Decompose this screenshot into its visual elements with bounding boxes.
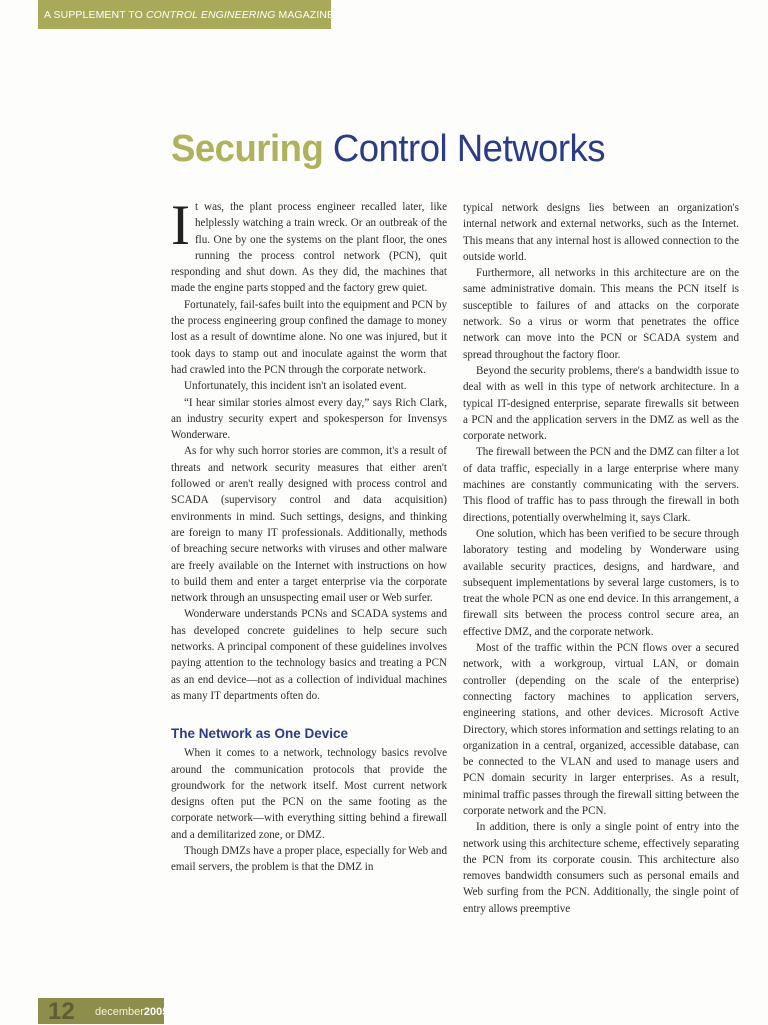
- paragraph: One solution, which has been verified to be secure through laboratory testing and modeling by Wonderware using available security practices, designs, and hardware, and subsequent implementations by several large customers, is to treat the whole PCN as one end device. In this arrangement, a firewall sits between the process control secure area, an effective DMZ, and the corporate network.: [463, 527, 739, 638]
- paragraph: Though DMZs have a proper place, especially for Web and email servers, the problem is that the DMZ in: [171, 844, 447, 874]
- left-column: [171, 194, 447, 876]
- paragraph: Furthermore, all networks in this architecture are on the same administrative domain. This means the PCN itself is susceptible to failures of and attacks on the corporate network. So a virus or worm that penetrates the office network can move into the PCN or SCADA system and spread throughout the factory floor.: [463, 267, 739, 361]
- right-column: [463, 200, 739, 917]
- issue-date: [95, 1004, 168, 1020]
- paragraph: “I hear similar stories almost every day,” says Rich Clark, an industry security expert and spokesperson for Invensys Wonderware.: [171, 396, 447, 442]
- paragraph: Most of the traffic within the PCN flows over a secured network, with a workgroup, virtual LAN, or domain controller (depending on the scale of the enterprise) connecting factory machines to application servers, engineering stations, and other devices. Microsoft Active Directory, which stores information and settings relating to an organization in a central, organized, accessible database, can be connected to the VLAN and used to manage users and PCN domain security in larger enterprises. As a result, minimal traffic passes through the firewall sitting between the corporate network and the PCN.: [463, 642, 739, 817]
- banner-prefix: A SUPPLEMENT TO: [44, 9, 146, 21]
- issue-year: 2005: [143, 1006, 169, 1018]
- paragraph: Wonderware understands PCNs and SCADA systems and has developed concrete guidelines to help secure such networks. A principal component of these guidelines involves paying attention to the technology basics and treating a PCN as an end device—not as a collection of individual machines as many IT departments often do.: [171, 608, 447, 702]
- article-title: [171, 124, 605, 174]
- issue-month: december: [95, 1006, 144, 1018]
- paragraph: Unfortunately, this incident isn't an isolated event.: [184, 380, 407, 393]
- opening-paragraph-text: t was, the plant process engineer recalled later, like helplessly watching a train wreck. Or an outbreak of the flu. One by one the systems on the plant floor, the ones running the process control network (PCN), quit responding and shut down. As they did, the machines that made the engine parts stopped and the factory grew quiet.: [171, 201, 447, 295]
- supplement-banner: [38, 0, 335, 29]
- title-highlight: Securing: [171, 128, 324, 170]
- paragraph: Beyond the security problems, there's a bandwidth issue to deal with as well in this type of network architecture. In a typical IT-designed enterprise, separate firewalls sit between a PCN and the application servers in the DMZ as well as the corporate network.: [463, 364, 739, 443]
- paragraph: Fortunately, fail-safes built into the equipment and PCN by the process engineering group confined the damage to money lost as a result of downtime alone. No one was injured, but it took days to stamp out and inoculate against the worm that had crawled into the PCN through the corporate network.: [171, 298, 447, 376]
- drop-cap: I: [171, 194, 190, 257]
- paragraph: The firewall between the PCN and the DMZ can filter a lot of data traffic, especially in a large enterprise where many machines are constantly communicating with the servers. This flood of traffic has to pass through the firewall in both directions, potentially overwhelming it, says Clark.: [463, 446, 739, 524]
- opening-paragraph: [171, 194, 447, 297]
- title-rest: Control Networks: [323, 128, 606, 170]
- section-subhead: The Network as One Device: [171, 726, 349, 742]
- banner-suffix: MAGAZINE: [275, 9, 335, 21]
- paragraph: typical network designs lies between an organization's internal network and external networks, such as the Internet. This means that any internal host is allowed connection to the outside world.: [463, 202, 739, 263]
- paragraph: As for why such horror stories are common, it's a result of threats and network security measures that either aren't followed or aren't really designed with process control and SCADA (supervisory control and data acquisition) environments in mind. Such settings, designs, and thinking are foreign to many IT professionals. Additionally, methods of breaching secure networks with viruses and other malware are freely available on the Internet with instructions on how to build them and enter a target enterprise via the corporate network through an unsuspecting email user or Web surfer.: [171, 445, 447, 605]
- page-number: 12: [48, 998, 75, 1025]
- banner-magazine-name: CONTROL ENGINEERING: [145, 9, 276, 21]
- paragraph: In addition, there is only a single point of entry into the network using this architecture scheme, effectively separating the PCN from its corporate cousin. This architecture also removes bandwidth consumers such as personal emails and Web surfing from the PCN. Additionally, the single point of entry allows preemptive: [463, 821, 739, 915]
- paragraph: When it comes to a network, technology basics revolve around the communication protocols that provide the groundwork for the network itself. Most current network designs often put the PCN on the same footing as the corporate network—with everything sitting behind a firewall and a demilitarized zone, or DMZ.: [171, 747, 447, 841]
